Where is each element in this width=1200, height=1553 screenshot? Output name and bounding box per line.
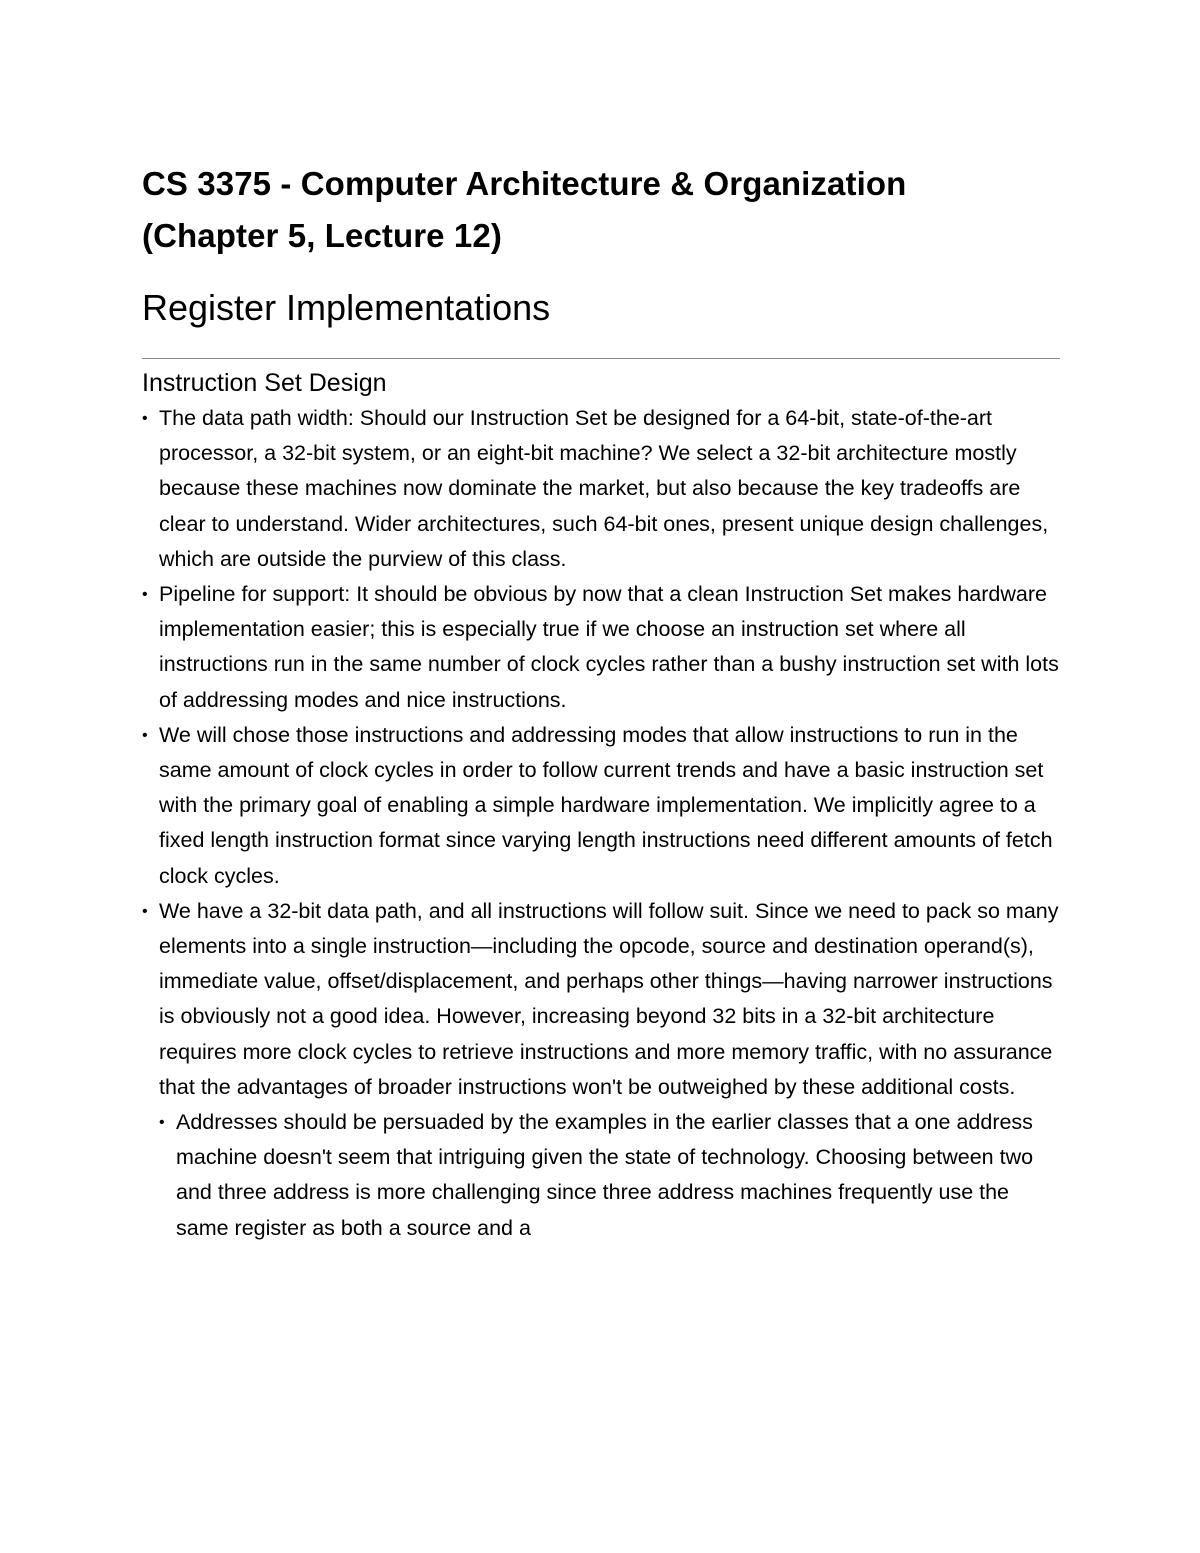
list-item xyxy=(142,577,1060,718)
section-heading: Instruction Set Design xyxy=(142,369,387,397)
bullet-list xyxy=(142,401,1060,1246)
sub-list-item xyxy=(159,1105,1060,1246)
list-item-text: We have a 32-bit data path, and all instructions will follow suit. Since we need to pack so many elements into a single instruction—including the opcode, source and destination operand(s), immediate value, offset/displacement, and perhaps other things—having narrower instructions is obviously not a good idea. However, increasing beyond 32 bits in a 32-bit architecture requires more clock cycles to retrieve instructions and more memory traffic, with no assurance that the advantages of broader instructions won't be outweighed by these additional costs. xyxy=(159,898,1059,1099)
sub-bullet-icon: • xyxy=(159,1114,165,1132)
title-divider xyxy=(142,358,1060,359)
list-item xyxy=(142,894,1060,1246)
course-title-line-2: (Chapter 5, Lecture 12) xyxy=(142,217,502,254)
bullet-icon: • xyxy=(142,726,148,744)
bullet-icon: • xyxy=(142,902,148,920)
document-page xyxy=(142,158,1060,1246)
bullet-icon: • xyxy=(142,410,148,427)
sub-bullet-list xyxy=(159,1105,1060,1246)
bullet-icon: • xyxy=(142,586,148,604)
course-title-line-1: CS 3375 - Computer Architecture & Organization xyxy=(142,165,907,202)
list-item-text: We will chose those instructions and addressing modes that allow instructions to run in the same amount of clock cycles in order to follow current trends and have a basic instruction set with the primary goal of enabling a simple hardware implementation. We implicitly agree to a fixed length instruction format since varying length instructions need different amounts of fetch clock cycles. xyxy=(159,722,1053,888)
list-item xyxy=(142,401,1060,577)
course-title xyxy=(142,158,1060,262)
list-item-text: The data path width: Should our Instruction Set be designed for a 64-bit, state-of-the-art processor, a 32-bit system, or an eight-bit machine? We select a 32-bit architecture mostly because these machines now dominate the market, but also because the key tradeoffs are clear to understand. Wider architectures, such 64-bit ones, present unique design challenges, which are outside the purview of this class. xyxy=(159,406,1049,571)
document-title: Register Implementations xyxy=(142,287,551,328)
list-item xyxy=(142,718,1060,894)
sub-list-item-text: Addresses should be persuaded by the examples in the earlier classes that a one address machine doesn't seem that intriguing given the state of technology. Choosing between two and three address is more challenging since three address machines frequently use the same register as both a source and a xyxy=(176,1110,1034,1240)
list-item-text: Pipeline for support: It should be obvious by now that a clean Instruction Set makes hardware implementation easier; this is especially true if we choose an instruction set where all instructions run in the same number of clock cycles rather than a bushy instruction set with lots of addressing modes and nice instructions. xyxy=(159,582,1059,712)
